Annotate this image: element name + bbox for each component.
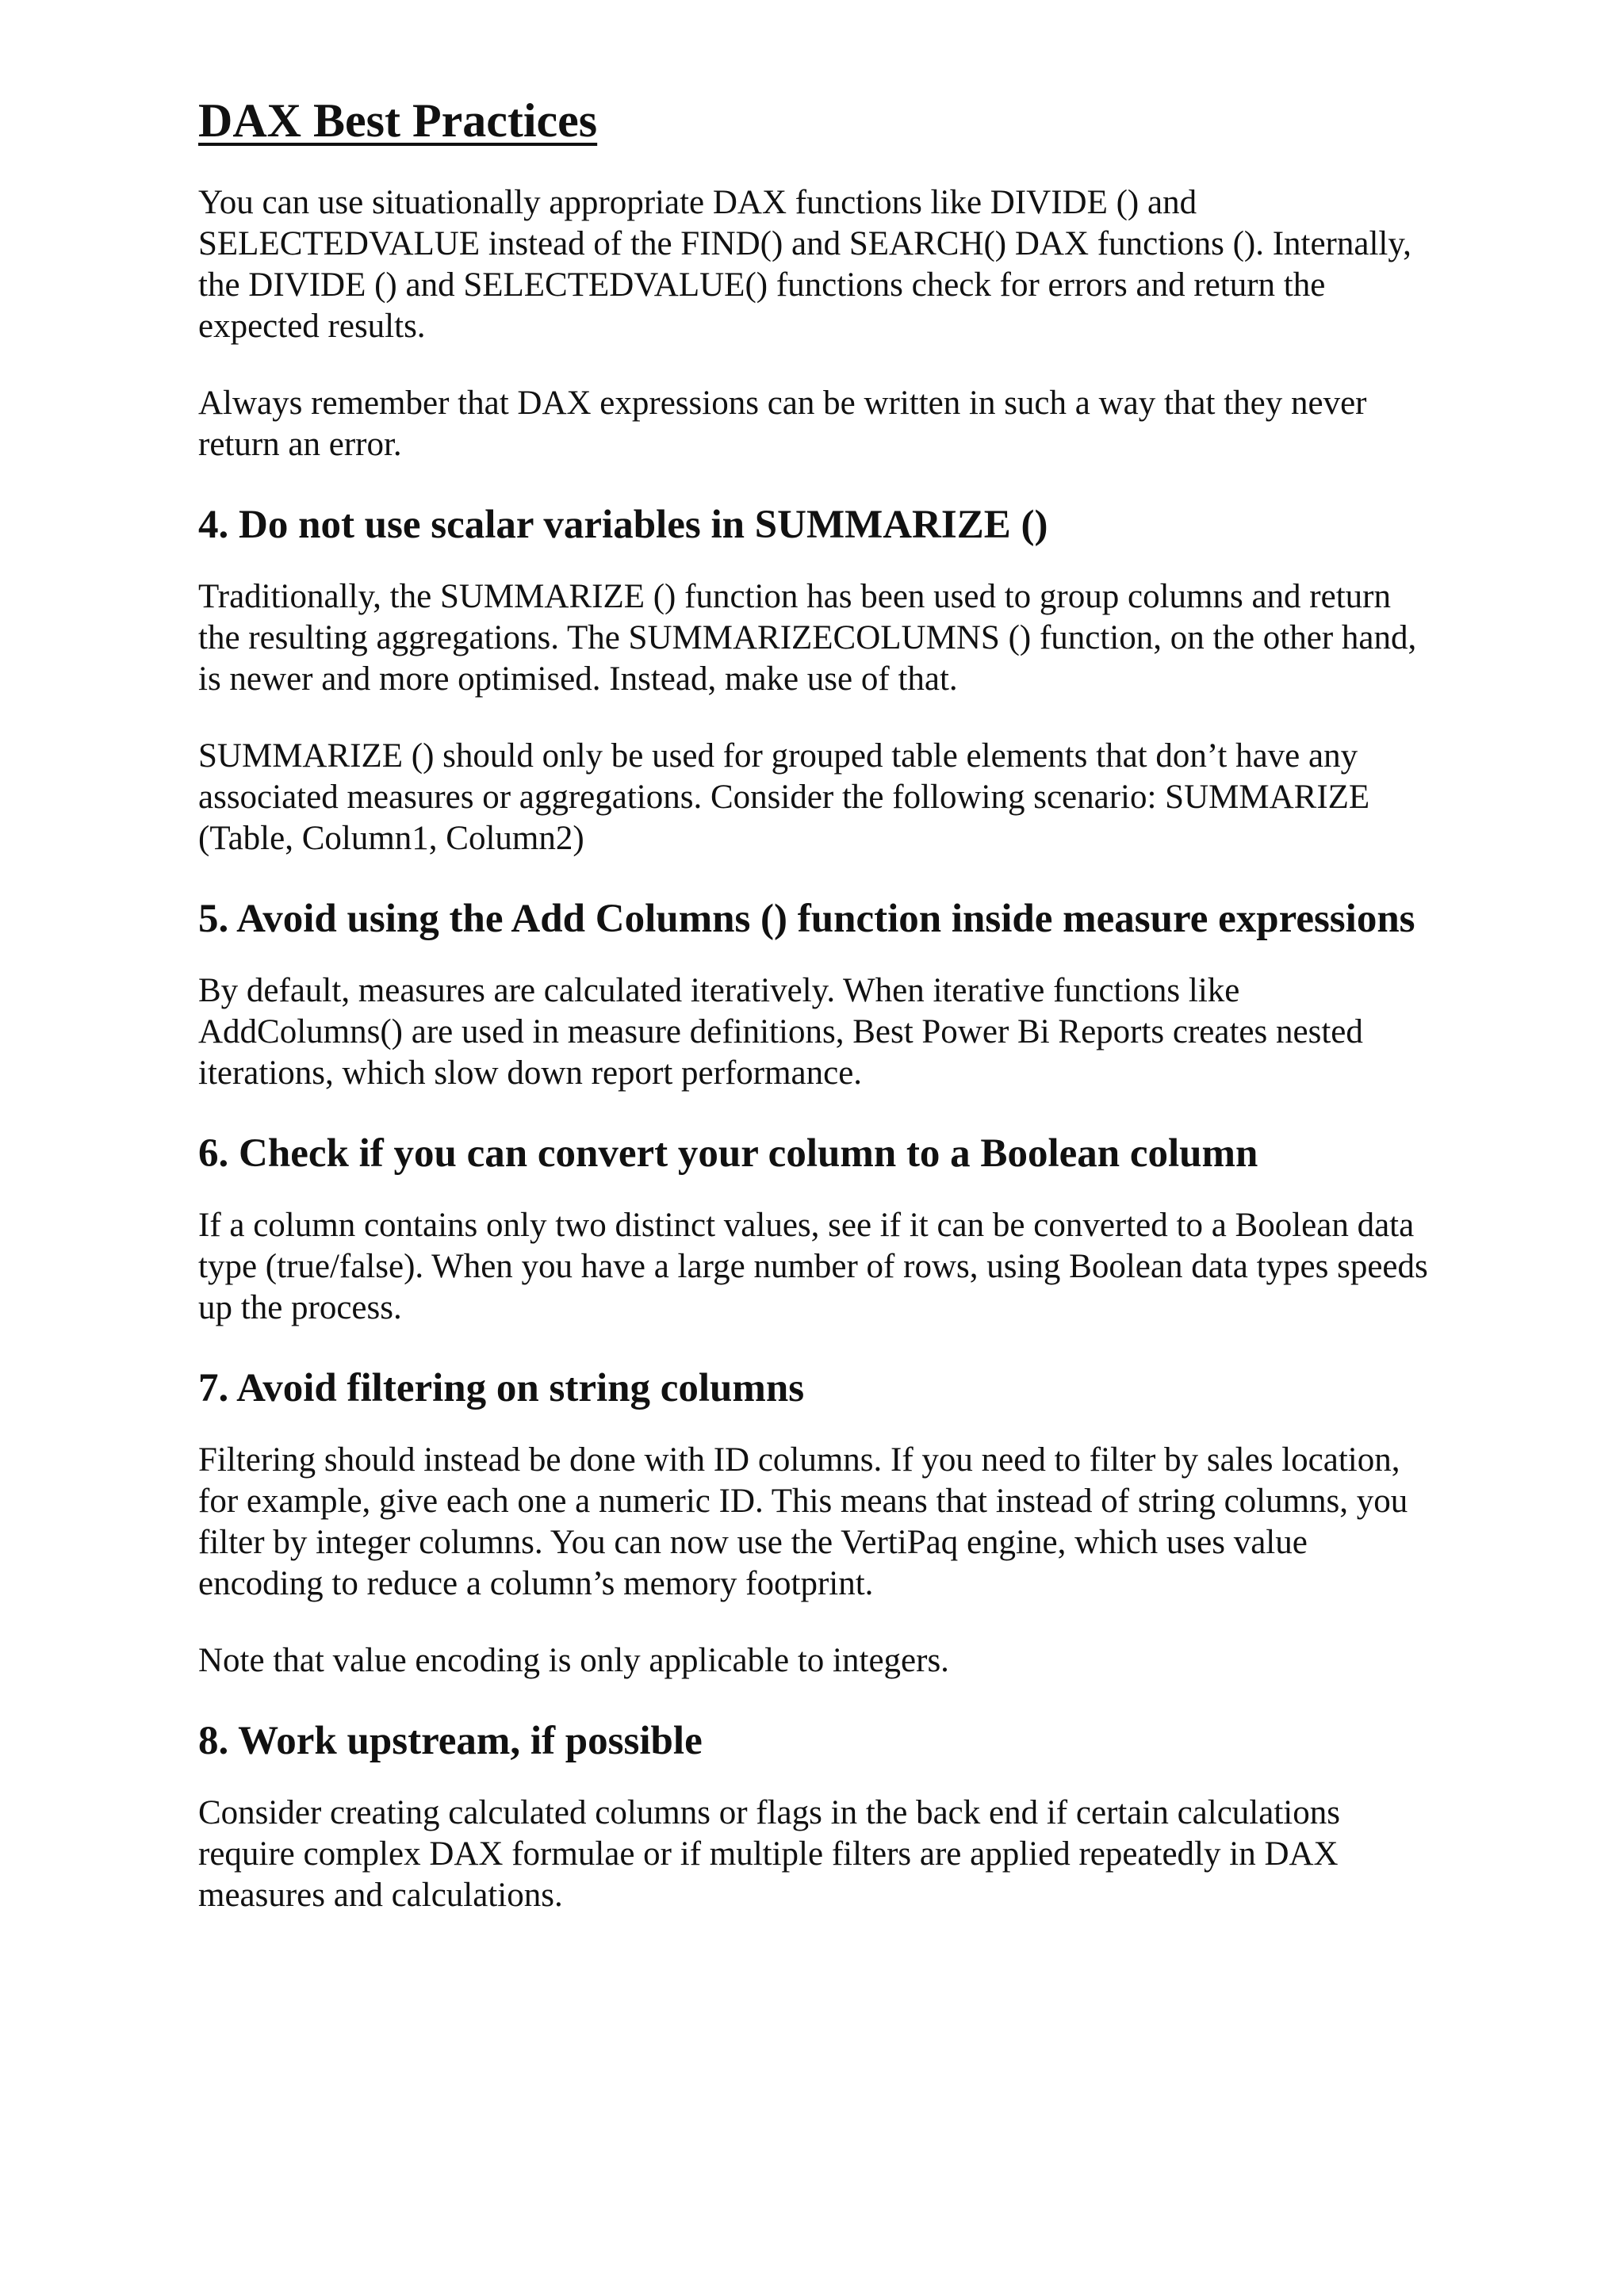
section-paragraph: SUMMARIZE () should only be used for grouped table elements that don’t have any associated measures or aggregations. Consider the following scenario: SUMMARIZE (Table, Column1, Column2) bbox=[198, 737, 1370, 857]
section-heading: 4. Do not use scalar variables in SUMMARIZE () bbox=[198, 503, 1048, 547]
section-paragraph: Consider creating calculated columns or flags in the back end if certain calculations require complex DAX formulae or if multiple filters are applied repeatedly in DAX measures and calculations. bbox=[198, 1794, 1340, 1914]
section-heading: 8. Work upstream, if possible bbox=[198, 1719, 703, 1763]
section-paragraph: By default, measures are calculated iteratively. When iterative functions like AddColumns() are used in measure definitions, Best Power Bi Reports creates nested iterations, which slow down report performance. bbox=[198, 972, 1363, 1092]
intro-paragraph: Always remember that DAX expressions can be written in such a way that they never return an error. bbox=[198, 385, 1367, 463]
section-paragraph: If a column contains only two distinct values, see if it can be converted to a Boolean data type (true/false). When you have a large number of rows, using Boolean data types speeds up the process. bbox=[198, 1207, 1428, 1326]
section-paragraph: Traditionally, the SUMMARIZE () function has been used to group columns and return the resulting aggregations. The SUMMARIZECOLUMNS () function, on the other hand, is newer and more optimised. Instead, make use of that. bbox=[198, 578, 1417, 698]
intro-paragraph: You can use situationally appropriate DAX functions like DIVIDE () and SELECTEDVALUE instead of the FIND() and SEARCH() DAX functions (). Internally, the DIVIDE () and SELECTEDVALUE() functions check for errors and return the expected results. bbox=[198, 184, 1411, 345]
section-heading: 6. Check if you can convert your column to a Boolean column bbox=[198, 1131, 1258, 1176]
section-heading: 7. Avoid filtering on string columns bbox=[198, 1366, 805, 1410]
section-paragraph: Filtering should instead be done with ID columns. If you need to filter by sales location, for example, give each one a numeric ID. This means that instead of string columns, you filter by integer columns. You can now use the VertiPaq engine, which uses value encoding to reduce a column’s memory footprint. bbox=[198, 1441, 1408, 1602]
section-heading: 5. Avoid using the Add Columns () function inside measure expressions bbox=[198, 897, 1415, 941]
document-body bbox=[198, 89, 1435, 1952]
document-title: DAX Best Practices bbox=[198, 94, 598, 147]
section-paragraph: Note that value encoding is only applicable to integers. bbox=[198, 1642, 949, 1679]
